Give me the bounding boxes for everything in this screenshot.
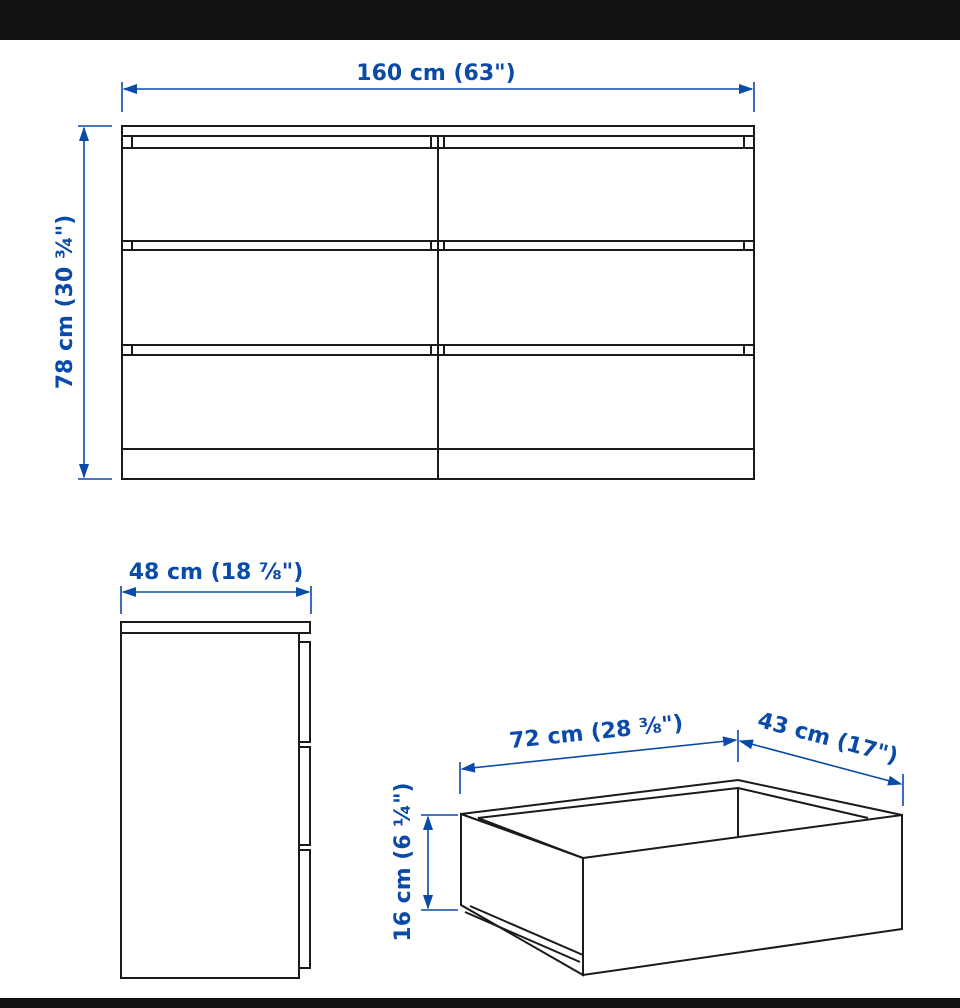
side-view-dresser: [121, 622, 310, 978]
depth-label: 48 cm (18 ⅞"): [128, 560, 304, 585]
side-body: [121, 633, 299, 978]
side-top-slab: [121, 622, 310, 633]
depth-dimension: [121, 560, 311, 614]
side-drawer-front-2: [299, 747, 310, 845]
height-label: 78 cm (30 ¾"): [53, 214, 78, 390]
width-dimension: [122, 61, 754, 112]
side-drawer-front-1: [299, 642, 310, 742]
drawer-depth-dimension: [740, 708, 903, 806]
drawer-height-dimension: [391, 782, 458, 941]
side-drawer-front-3: [299, 850, 310, 968]
drawer-width-label: 72 cm (28 ⅜"): [508, 710, 685, 755]
drawer-drawing: [461, 780, 902, 975]
drawer-front-panel: [583, 815, 902, 975]
drawer-depth-label: 43 cm (17"): [754, 708, 901, 770]
drawer-width-dimension: [460, 711, 738, 794]
drawer-rim-inner: [478, 788, 868, 818]
drawer-height-label: 16 cm (6 ¼"): [391, 782, 416, 942]
drawer-left-side: [461, 814, 583, 975]
width-label: 160 cm (63"): [356, 61, 516, 86]
front-view-dresser: [122, 126, 754, 479]
height-dimension: [53, 126, 112, 479]
